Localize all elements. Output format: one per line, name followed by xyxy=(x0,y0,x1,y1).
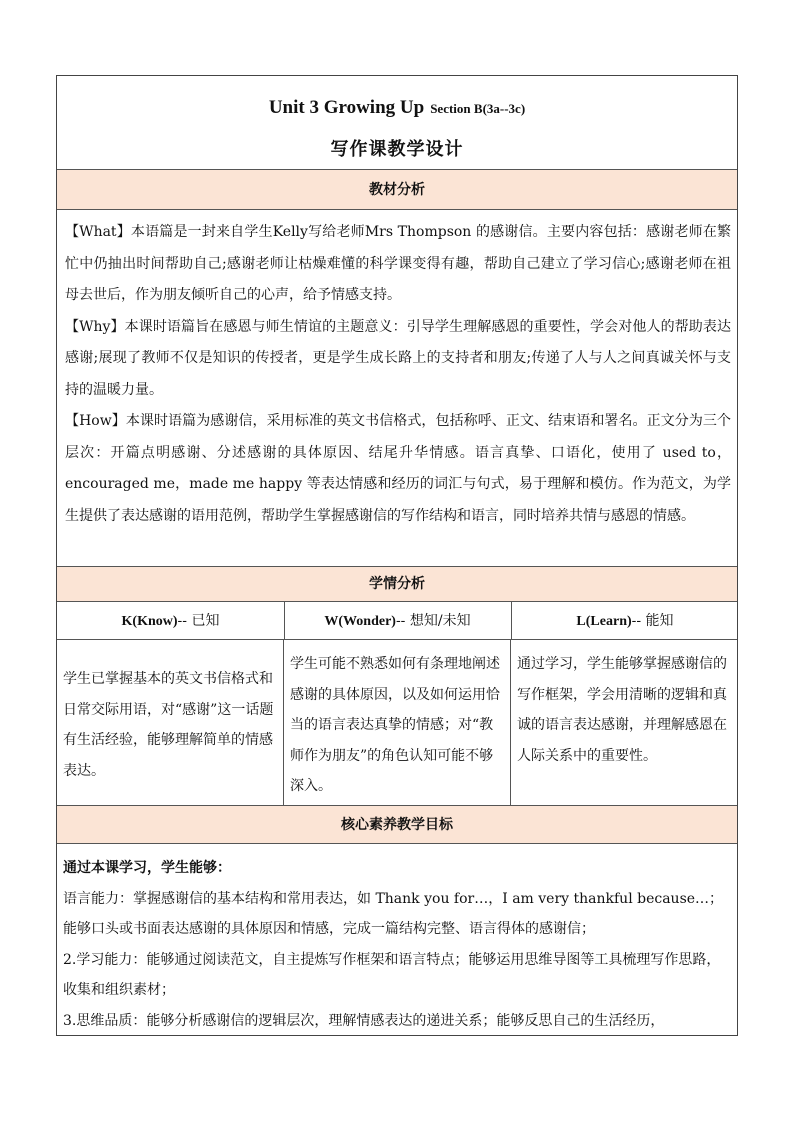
section-label: Section B(3a--3c) xyxy=(430,101,526,116)
goals-intro: 通过本课学习，学生能够： xyxy=(63,860,231,876)
core-goals-heading: 核心素养教学目标 xyxy=(57,806,737,844)
why-paragraph: 【Why】本课时语篇旨在感恩与师生情谊的主题意义：引导学生理解感恩的重要性，学会对他人的帮助表达感谢;展现了教师不仅是知识的传授者，更是学生成长路上的支持者和朋友;传递了人与人之间真诚关怀与支持的温暖力量。 xyxy=(65,318,731,398)
wonder-header: W(Wonder)-- 想知/未知 xyxy=(284,602,512,640)
textbook-analysis-heading: 教材分析 xyxy=(57,170,737,210)
goal-item: 语言能力：掌握感谢信的基本结构和常用表达，如 Thank you for…，I am very thankful because…；能够口头或书面表达感谢的具体原因和情感，完成一篇结构完整、语言得体的感谢信； xyxy=(63,890,724,937)
learn-header: L(Learn)-- 能知 xyxy=(576,613,674,629)
title-block xyxy=(57,76,737,170)
document-subtitle: 写作课教学设计 xyxy=(330,139,464,160)
klw-body-row xyxy=(57,640,737,806)
how-paragraph: 【How】本课时语篇为感谢信，采用标准的英文书信格式，包括称呼、正文、结束语和署名。正文分为三个层次：开篇点明感谢、分述感谢的具体原因、结尾升华情感。语言真挚、口语化，使用了 used to，encouraged me，made me happy 等表达情感和经历的词汇与句式，易于理解和模仿。作为范文，为学生提供了表达感谢的语用范例，帮助学生掌握感谢信的写作结构和语言，同时培养共情与感恩的情感。 xyxy=(65,413,731,524)
know-header: K(Know)-- 已知 xyxy=(57,602,285,640)
core-goals-body xyxy=(57,844,737,1036)
klw-header-row xyxy=(57,602,737,640)
textbook-analysis-body xyxy=(57,210,737,567)
wonder-text: 学生可能不熟悉如何有条理地阐述感谢的具体原因，以及如何运用恰当的语言表达真挚的情感；对“教师作为朋友”的角色认知可能不够深入。 xyxy=(284,640,511,806)
goal-item: 3.思维品质：能够分析感谢信的逻辑层次，理解情感表达的递进关系；能够反思自己的生活经历， xyxy=(63,1012,665,1029)
know-text: 学生已掌握基本的英文书信格式和日常交际用语，对“感谢”这一话题有生活经验，能够理解简单的情感表达。 xyxy=(57,640,284,806)
goal-item: 2.学习能力：能够通过阅读范文，自主提炼写作框架和语言特点；能够运用思维导图等工具梳理写作思路，收集和组织素材； xyxy=(63,951,721,998)
learner-analysis-heading: 学情分析 xyxy=(57,567,737,602)
lesson-plan-table xyxy=(56,75,738,1036)
learn-text: 通过学习，学生能够掌握感谢信的写作框架，学会用清晰的逻辑和真诚的语言表达感谢，并理解感恩在人际关系中的重要性。 xyxy=(517,656,727,764)
what-paragraph: 【What】本语篇是一封来自学生Kelly写给老师Mrs Thompson 的感谢信。主要内容包括：感谢老师在繁忙中仍抽出时间帮助自己;感谢老师让枯燥难懂的科学课变得有趣，帮助自己建立了学习信心;感谢老师在祖母去世后，作为朋友倾听自己的心声，给予情感支持。 xyxy=(65,224,731,303)
unit-title: Unit 3 Growing Up xyxy=(268,97,425,118)
